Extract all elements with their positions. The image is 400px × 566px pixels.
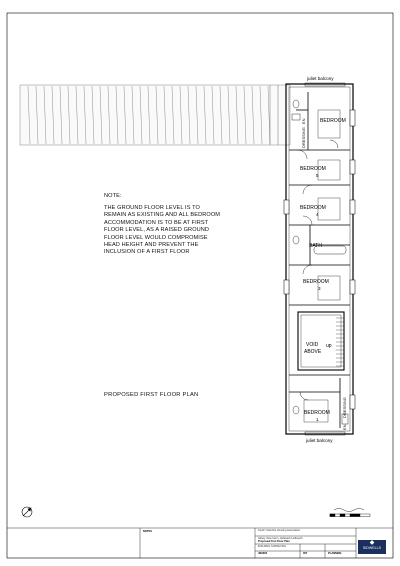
en-label-top: EN	[301, 118, 306, 124]
void-label-1: VOID	[306, 342, 319, 348]
juliet-balconies	[305, 83, 345, 435]
title-block-stage: BUILDING SURVEYING	[258, 545, 287, 548]
en-label-bottom: EN	[342, 424, 347, 430]
stair-treads	[336, 318, 344, 366]
title-block-revision: 007	[303, 552, 308, 555]
bedroom-3-number: 4	[316, 212, 319, 217]
building-outline	[286, 84, 353, 434]
dressing-label-bottom: DRESSING	[342, 397, 347, 418]
room-partitions	[289, 92, 350, 428]
bath-label: BATH	[309, 243, 322, 249]
bedroom-4-number: 3	[318, 286, 321, 291]
bedroom-2-number: 5	[316, 173, 319, 178]
north-arrow-icon	[22, 507, 32, 517]
bedroom-1-label: BEDROOM	[320, 118, 346, 124]
bedroom-3-label: BEDROOM	[300, 205, 326, 211]
title-block-drawing: Proposed First Floor Plan	[258, 540, 290, 543]
bedroom-5-label: BEDROOM	[304, 410, 330, 416]
void-area	[298, 312, 344, 370]
title-block-drawing-no: JB0084	[258, 552, 268, 555]
note-heading: NOTE:	[104, 193, 122, 199]
dressing-label-top: DRESSING	[301, 127, 306, 148]
plan-title: PROPOSED FIRST FLOOR PLAN	[104, 392, 199, 398]
roof-hatch	[20, 85, 290, 145]
company-name: SIDWELLS	[362, 546, 382, 550]
logo-mark-icon: ◆	[369, 540, 375, 546]
scale-bar	[330, 509, 370, 517]
note-body: THE GROUND FLOOR LEVEL IS TO REMAIN AS EXISTING AND ALL BEDROOM ACCOMMODATION IS TO BE AT FIRST FLOOR LEVEL, AS A RAISED GROUND FLOOR LEVEL WOULD COMPROMISE HEAD HEIGHT AND PREVENT THE INCLUSION OF A FIRST FLOOR	[104, 205, 221, 256]
title-block-status: PLANNING	[328, 552, 342, 555]
company-logo	[358, 540, 386, 554]
up-label: up	[326, 343, 332, 349]
bedroom-2-label: BEDROOM	[300, 166, 326, 172]
title-block-project: Abbey View Farm, Holbeach Holbeach	[258, 537, 303, 540]
title-block-notes-heading: NOTES	[143, 530, 152, 533]
title-block-client: South Yorkshire Housing Association	[258, 529, 301, 532]
juliet-label-top: juliet balcony	[307, 76, 334, 81]
bedroom-5-number: 1	[316, 417, 319, 422]
juliet-label-bottom: juliet balcony	[306, 438, 333, 443]
bedroom-4-label: BEDROOM	[303, 279, 329, 285]
void-label-2: ABOVE	[304, 349, 322, 355]
